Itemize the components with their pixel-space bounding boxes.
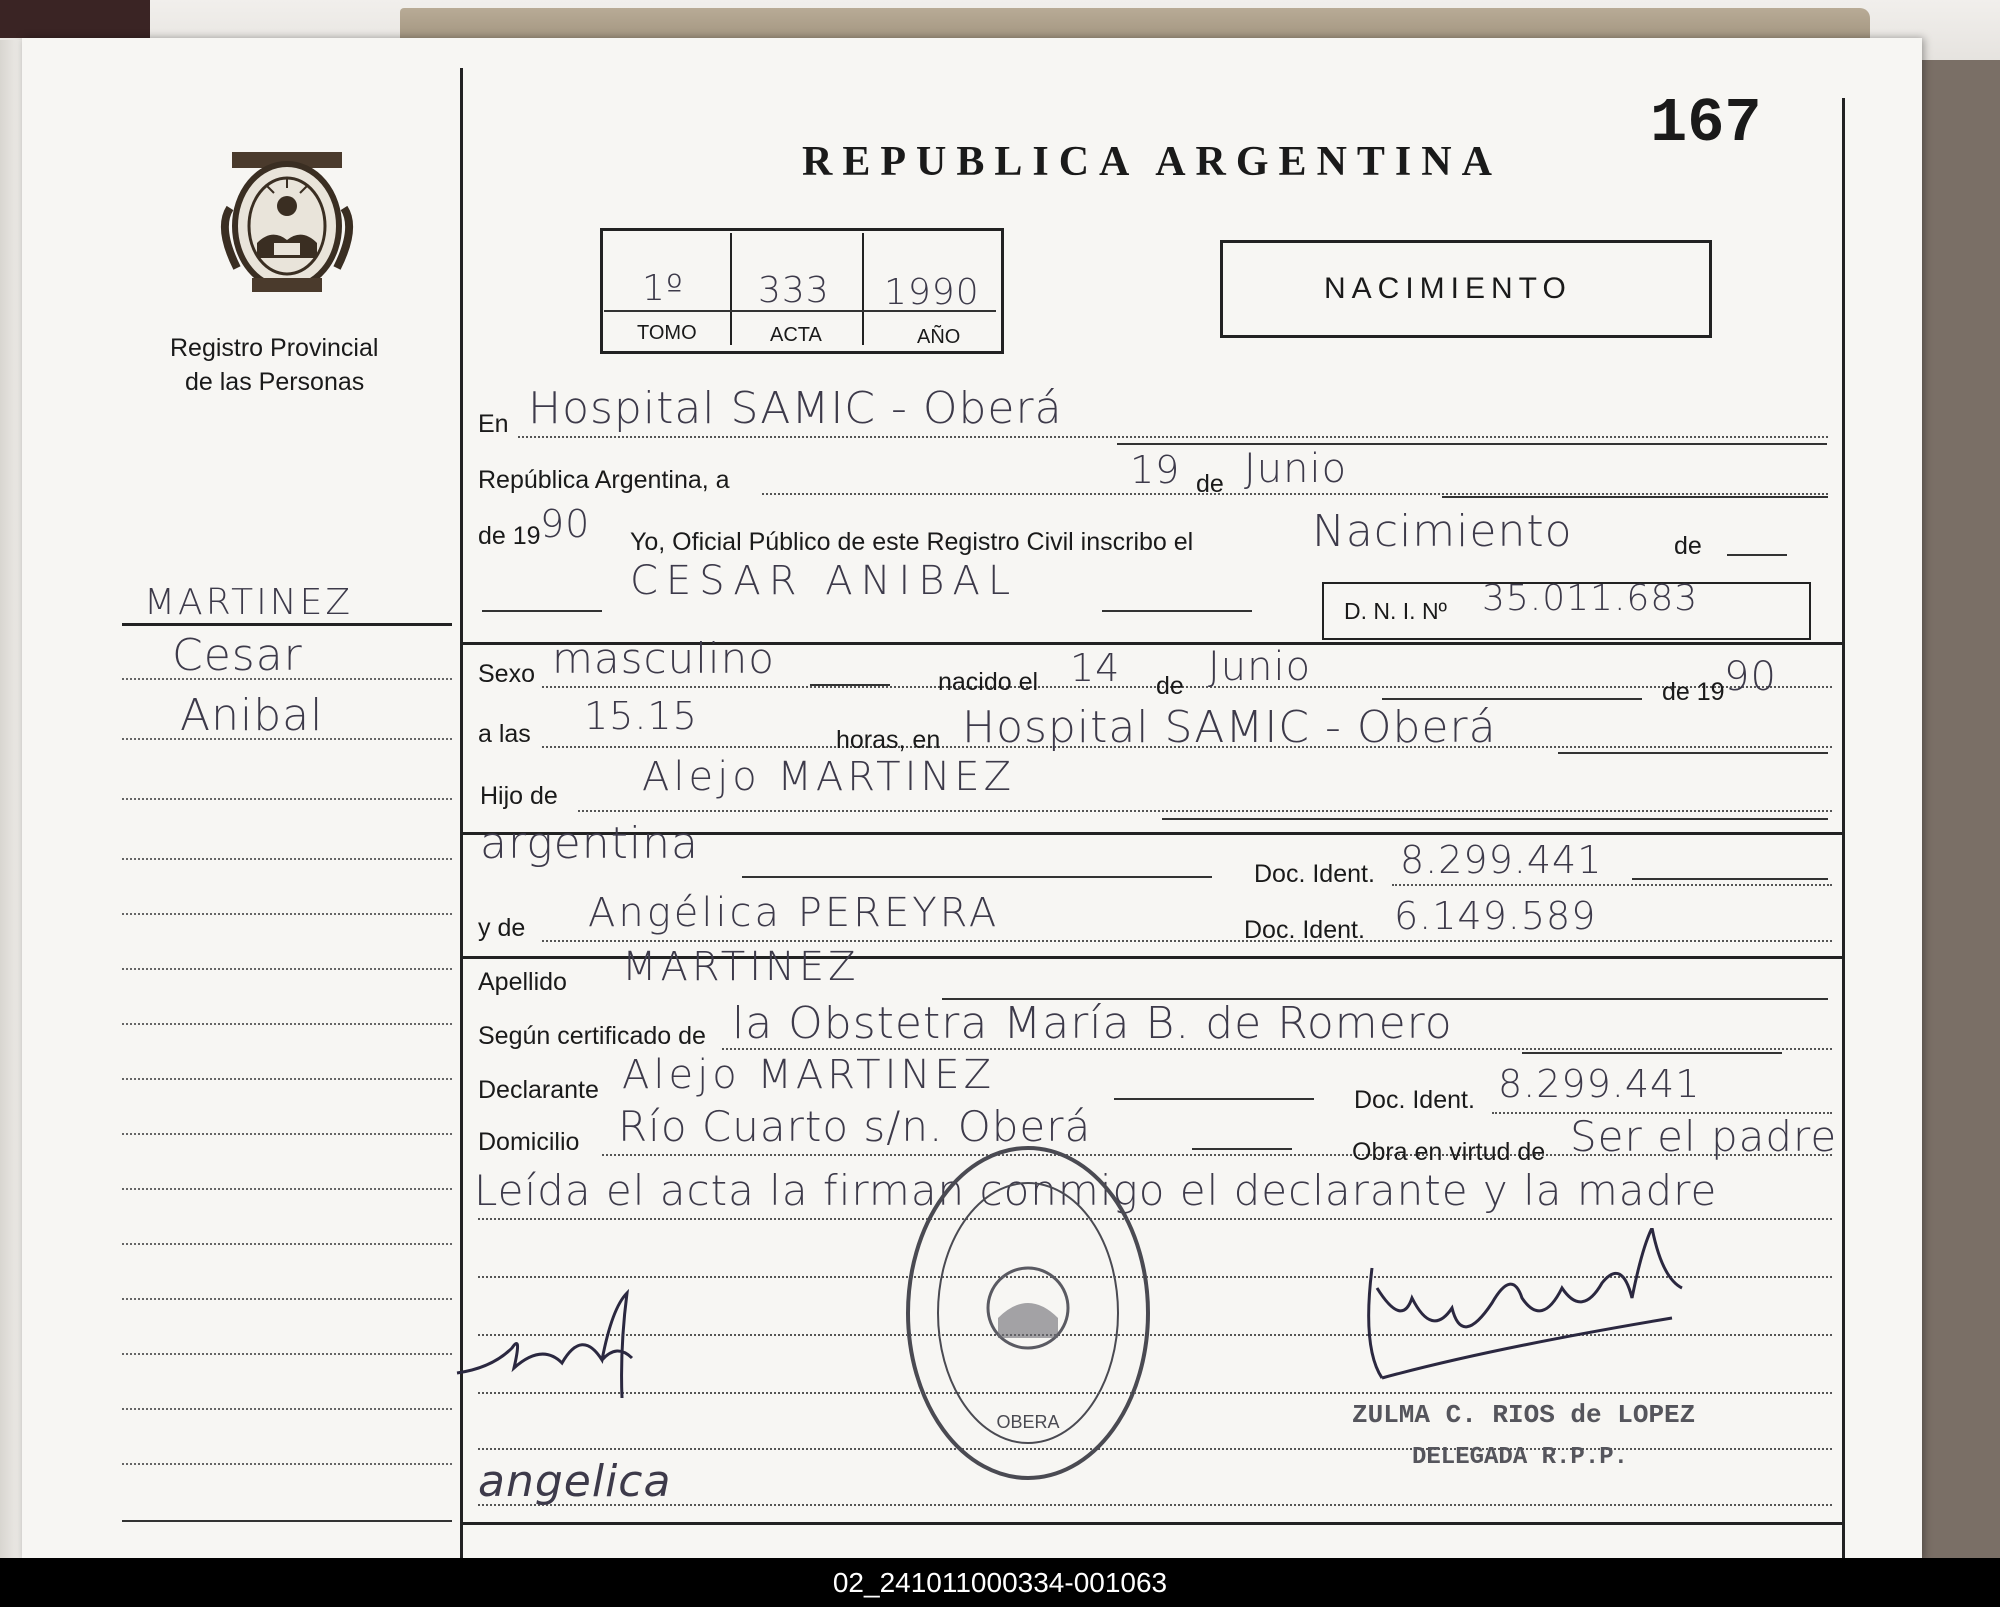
- label-dni: D. N. I. Nº: [1344, 598, 1447, 624]
- label-domicilio: Domicilio: [478, 1128, 580, 1156]
- label-declarante: Declarante: [478, 1076, 599, 1104]
- margin-given-name-1: Cesar: [172, 630, 303, 681]
- book-box-divider: [730, 233, 732, 345]
- margin-surname: MARTINEZ: [144, 582, 354, 623]
- margin-rule: [122, 1243, 452, 1245]
- ano-value: 1990: [884, 272, 980, 313]
- margin-rule: [122, 1408, 452, 1410]
- margin-rule: [122, 968, 452, 970]
- entry-year: 90: [540, 502, 591, 546]
- line-dots: [578, 810, 1832, 812]
- margin-rule: [122, 1298, 452, 1300]
- margin-rule: [122, 678, 452, 680]
- margin-rule: [122, 913, 452, 915]
- entry-nationality: argentina: [480, 818, 699, 869]
- ano-label: AÑO: [917, 326, 961, 348]
- entry-reading-note: Leída el acta la firman conmigo el declarante y la madre: [474, 1166, 1718, 1215]
- margin-rule: [122, 1078, 452, 1080]
- line-rule: [482, 610, 602, 612]
- line-rule: [1102, 610, 1252, 612]
- margin-bottom-rule: [122, 1520, 452, 1522]
- label-segun: Según certificado de: [478, 1022, 706, 1050]
- book-cover-corner: [0, 0, 150, 38]
- line-rule: [1558, 752, 1828, 754]
- entry-address: Río Cuarto s/n. Oberá: [618, 1102, 1092, 1151]
- entry-birth-place: Hospital SAMIC - Oberá: [962, 702, 1497, 753]
- acta-value: 333: [758, 270, 830, 311]
- filename-footer: 02_241011000334-001063: [0, 1558, 2000, 1607]
- entry-child-name: CESAR ANIBAL: [630, 558, 1019, 604]
- entry-day: 19: [1130, 448, 1181, 492]
- line-rule: [810, 684, 890, 686]
- label-doc-ident-declarant: Doc. Ident.: [1354, 1086, 1475, 1114]
- country-title: REPUBLICA ARGENTINA: [802, 139, 1502, 185]
- entry-birth-day: 14: [1070, 646, 1121, 690]
- line-rule: [1727, 554, 1787, 556]
- entry-mother: Angélica PEREYRA: [588, 890, 1000, 936]
- line-rule: [1632, 878, 1828, 880]
- label-de19-birth: de 19: [1662, 678, 1725, 706]
- line-dots: [762, 493, 1828, 495]
- label-de-2: de: [1156, 672, 1184, 700]
- label-sexo: Sexo: [478, 660, 535, 688]
- official-title: DELEGADA R.P.P.: [1412, 1444, 1629, 1471]
- official-name: ZULMA C. RIOS de LOPEZ: [1352, 1400, 1696, 1430]
- margin-surname-rule: [122, 623, 452, 626]
- mother-signature: angelica: [478, 1456, 672, 1507]
- label-yo: Yo, Oficial Público de este Registro Civil inscribo el: [630, 528, 1194, 556]
- entry-father: Alejo MARTINEZ: [642, 754, 1015, 800]
- entry-registered-event: Nacimiento: [1312, 506, 1573, 557]
- book-box-divider: [862, 233, 864, 345]
- entry-sex: masculino: [552, 634, 775, 683]
- entry-declarant: Alejo MARTINEZ: [622, 1052, 995, 1098]
- label-hijo-de: Hijo de: [480, 782, 558, 810]
- right-border: [1842, 98, 1845, 1558]
- margin-rule: [122, 1353, 452, 1355]
- entry-birth-hour: 15.15: [584, 694, 698, 738]
- label-doc-ident-mother: Doc. Ident.: [1244, 916, 1365, 944]
- tomo-value: 1º: [642, 268, 684, 309]
- line-dots: [722, 1048, 1832, 1050]
- line-dots: [518, 436, 1828, 438]
- margin-rule: [122, 1188, 452, 1190]
- margin-rule: [122, 1023, 452, 1025]
- entry-birth-year: 90: [1724, 654, 1777, 700]
- line-dots: [1392, 884, 1832, 886]
- line-rule: [1442, 496, 1828, 498]
- label-apellido: Apellido: [478, 968, 567, 996]
- line-dots: [542, 940, 1832, 942]
- registry-name-line2: de las Personas: [185, 368, 365, 396]
- entry-certificate: la Obstetra María B. de Romero: [732, 998, 1453, 1049]
- margin-rule: [122, 1463, 452, 1465]
- label-republica: República Argentina, a: [478, 466, 730, 494]
- registry-stamp: [898, 1138, 1158, 1488]
- declarant-signature: [452, 1288, 672, 1418]
- acta-label: ACTA: [770, 324, 822, 346]
- line-rule: [1162, 818, 1828, 820]
- line-dots: [542, 686, 1832, 688]
- label-nacido: nacido el: [938, 668, 1039, 696]
- misiones-seal-icon: [212, 148, 362, 298]
- line-rule: [1114, 1098, 1314, 1100]
- entry-birth-month: Junio: [1208, 644, 1312, 690]
- page-left-edge: [0, 40, 22, 1560]
- entry-dni: 35.011.683: [1482, 578, 1699, 619]
- entry-acting-as: Ser el padre: [1570, 1112, 1838, 1161]
- label-obra: Obra en virtud de: [1352, 1138, 1546, 1166]
- line-dots: [478, 1504, 1832, 1506]
- record-type: NACIMIENTO: [1324, 272, 1572, 305]
- label-de-1: de: [1196, 470, 1224, 498]
- margin-rule: [122, 858, 452, 860]
- page-number: 167: [1650, 88, 1762, 159]
- line-rule: [742, 876, 1212, 878]
- page-bottom-rule: [462, 1522, 1842, 1525]
- official-signature: [1342, 1228, 1762, 1428]
- registry-name-line1: Registro Provincial: [170, 334, 379, 362]
- entry-declarant-doc: 8.299.441: [1498, 1062, 1701, 1106]
- svg-text:OBERA: OBERA: [996, 1412, 1060, 1432]
- tomo-label: TOMO: [637, 322, 697, 344]
- label-doc-ident-father: Doc. Ident.: [1254, 860, 1375, 888]
- label-en: En: [478, 410, 509, 438]
- line-rule: [1522, 1052, 1782, 1054]
- margin-rule: [122, 798, 452, 800]
- register-page: [22, 38, 1922, 1560]
- margin-rule: [122, 1133, 452, 1135]
- line-rule: [1117, 443, 1827, 445]
- line-rule: [1192, 1148, 1292, 1150]
- entry-surname: MARTINEZ: [622, 944, 860, 990]
- margin-given-name-2: Anibal: [180, 690, 324, 741]
- margin-rule: [122, 738, 452, 740]
- entry-month: Junio: [1244, 446, 1348, 492]
- label-de-end: de: [1674, 532, 1702, 560]
- entry-mother-doc: 6.149.589: [1394, 894, 1597, 938]
- label-horas: horas, en: [836, 726, 941, 754]
- label-y-de: y de: [478, 914, 526, 942]
- entry-father-doc: 8.299.441: [1400, 838, 1603, 882]
- label-a-las: a las: [478, 720, 531, 748]
- entry-place: Hospital SAMIC - Oberá: [528, 383, 1063, 434]
- label-de19: de 19: [478, 522, 541, 550]
- line-rule: [1382, 698, 1642, 700]
